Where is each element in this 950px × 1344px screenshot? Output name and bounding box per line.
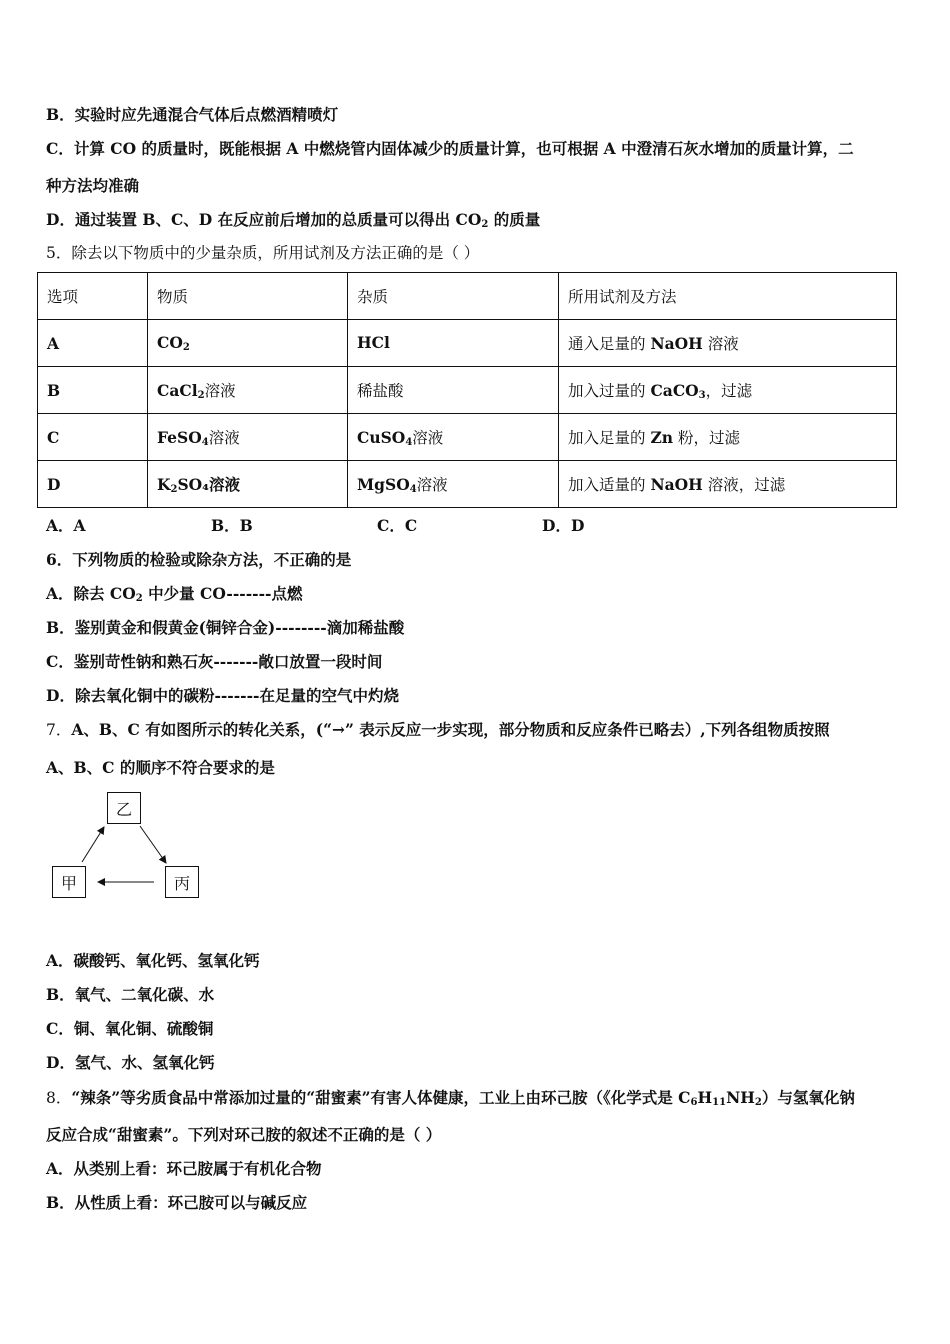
- q8-stem-line1: 8．“辣条”等劣质食品中常添加过量的“甜蜜素”有害人体健康，工业上由环己胺（《化学式是 $C_6H_{11}NH_2$）与氢氧化钠: [46, 1088, 855, 1108]
- option-key-cell: A: [38, 320, 148, 367]
- node-jia: 甲: [52, 866, 86, 898]
- q7-option-a: A．碳酸钙、氧化钙、氢氧化钙: [46, 951, 260, 970]
- table-row: [38, 461, 897, 508]
- impurity-cell: HCl: [348, 320, 559, 367]
- q5-option-d: D．D: [542, 516, 585, 535]
- table-header-row: [38, 273, 897, 320]
- q4-option-c-line2: 种方法均准确: [46, 176, 140, 195]
- q4-option-d: D．通过装置 B、C、D 在反应前后增加的总质量可以得出 $CO_2$ 的质量: [46, 210, 541, 230]
- q7-option-d: D．氢气、水、氢氧化钙: [46, 1053, 215, 1072]
- q8-option-a: A．从类别上看：环己胺属于有机化合物: [46, 1159, 322, 1178]
- method-cell: 加入适量的 NaOH 溶液，过滤: [559, 461, 897, 508]
- node-bing: 丙: [165, 866, 199, 898]
- q5-table: [37, 272, 897, 508]
- q5-option-c: C．C: [377, 516, 418, 535]
- table-row: [38, 320, 897, 367]
- q5-stem: 5．除去以下物质中的少量杂质，所用试剂及方法正确的是（ ）: [46, 244, 480, 262]
- substance-cell: FeSO$_4$溶液: [148, 414, 348, 461]
- substance-cell: $CO_2$: [148, 320, 348, 367]
- q7-option-b: B．氧气、二氧化碳、水: [46, 985, 215, 1004]
- q4-option-b: B．实验时应先通混合气体后点燃酒精喷灯: [46, 105, 339, 124]
- q6-option-a: A．除去 $CO_2$ 中少量 CO-------点燃: [46, 584, 303, 604]
- q8-option-b: B．从性质上看：环己胺可以与碱反应: [46, 1193, 308, 1212]
- q7-stem-line2: A、B、C 的顺序不符合要求的是: [46, 758, 275, 777]
- substance-cell: $K_2SO_4$溶液: [148, 461, 348, 508]
- q6-stem: 6．下列物质的检验或除杂方法，不正确的是: [46, 550, 352, 569]
- substance-cell: CaCl$_2$溶液: [148, 367, 348, 414]
- node-yi: 乙: [107, 792, 141, 824]
- method-cell: 加入足量的 Zn 粉，过滤: [559, 414, 897, 461]
- q4-option-c-line1: C．计算 CO 的质量时，既能根据 A 中燃烧管内固体减少的质量计算，也可根据 A 中澄清石灰水增加的质量计算，二: [46, 139, 854, 158]
- impurity-cell: 稀盐酸: [348, 367, 559, 414]
- q8-stem-line2: 反应合成“甜蜜素”。下列对环己胺的叙述不正确的是（ ）: [46, 1125, 442, 1144]
- impurity-cell: MgSO$_4$溶液: [348, 461, 559, 508]
- q7-stem-line1: 7．A、B、C 有如图所示的转化关系，(“→” 表示反应一步实现，部分物质和反应条件已略去）,下列各组物质按照: [46, 720, 830, 739]
- conversion-diagram: [48, 790, 208, 905]
- q7-option-c: C．铜、氧化铜、硫酸铜: [46, 1019, 214, 1038]
- table-row: [38, 414, 897, 461]
- header-cell: 所用试剂及方法: [559, 273, 897, 320]
- impurity-cell: CuSO$_4$溶液: [348, 414, 559, 461]
- option-key-cell: B: [38, 367, 148, 414]
- header-cell: 选项: [38, 273, 148, 320]
- option-key-cell: C: [38, 414, 148, 461]
- q6-option-c: C．鉴别苛性钠和熟石灰-------敞口放置一段时间: [46, 652, 383, 671]
- method-cell: 加入过量的 CaCO$_3$，过滤: [559, 367, 897, 414]
- method-cell: 通入足量的 NaOH 溶液: [559, 320, 897, 367]
- header-cell: 杂质: [348, 273, 559, 320]
- arrow-jia-to-yi: [82, 827, 104, 862]
- q6-option-d: D．除去氧化铜中的碳粉-------在足量的空气中灼烧: [46, 686, 399, 705]
- q5-option-a: A．A: [46, 516, 86, 535]
- table-row: [38, 367, 897, 414]
- option-key-cell: D: [38, 461, 148, 508]
- q6-option-b: B．鉴别黄金和假黄金(铜锌合金)--------滴加稀盐酸: [46, 618, 405, 637]
- header-cell: 物质: [148, 273, 348, 320]
- q5-option-b: B．B: [211, 516, 253, 535]
- arrow-yi-to-bing: [140, 826, 166, 863]
